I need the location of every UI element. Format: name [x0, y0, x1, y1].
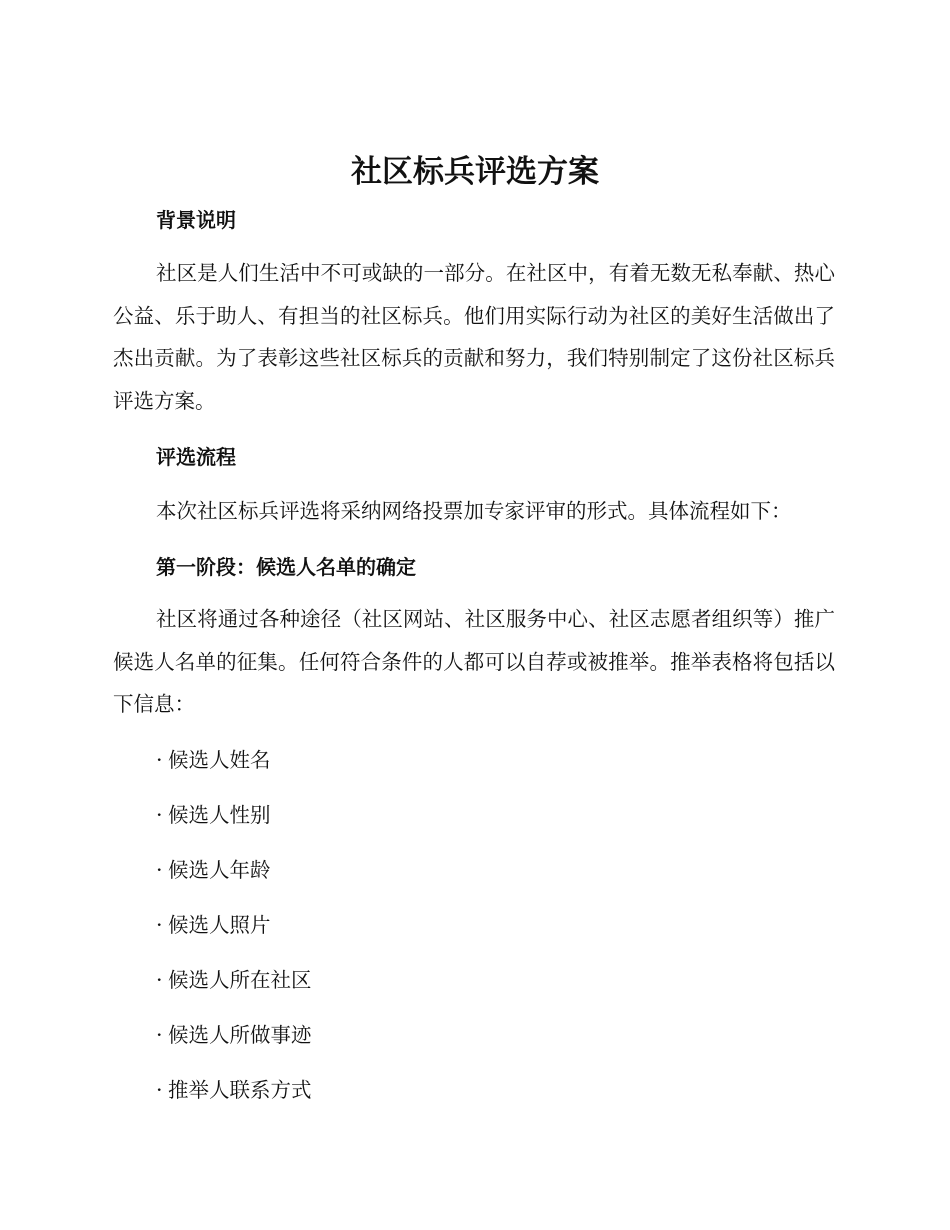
list-item-label: 候选人照片 [168, 913, 271, 937]
bullet-icon: · [156, 858, 163, 882]
paragraph-stage1: 社区将通过各种途径（社区网站、社区服务中心、社区志愿者组织等）推广候选人名单的征集。任何符合条件的人都可以自荐或被推举。推举表格将包括以下信息： [113, 607, 835, 716]
list-item [156, 796, 312, 851]
paragraph-process-intro: 本次社区标兵评选将采纳网络投票加专家评审的形式。具体流程如下： [156, 499, 792, 523]
list-item-label: 推举人联系方式 [168, 1078, 312, 1102]
bullet-icon: · [156, 1023, 163, 1047]
bullet-icon: · [156, 803, 163, 827]
list-item-label: 候选人所在社区 [168, 968, 312, 992]
document-title: 社区标兵评选方案 [351, 154, 599, 190]
section-heading-background: 背景说明 [156, 208, 236, 232]
list-item-label: 候选人性别 [168, 803, 271, 827]
list-item [156, 851, 312, 906]
list-item [156, 741, 312, 796]
bullet-icon: · [156, 913, 163, 937]
section-heading-stage1: 第一阶段：候选人名单的确定 [156, 555, 416, 579]
list-item [156, 961, 312, 1016]
bullet-icon: · [156, 1078, 163, 1102]
section-heading-process: 评选流程 [156, 445, 236, 469]
paragraph-background: 社区是人们生活中不可或缺的一部分。在社区中，有着无数无私奉献、热心公益、乐于助人、有担当的社区标兵。他们用实际行动为社区的美好生活做出了杰出贡献。为了表彰这些社区标兵的贡献和努力，我们特别制定了这份社区标兵评选方案。 [113, 261, 835, 413]
list-item-label: 候选人年龄 [168, 858, 271, 882]
list-item-label: 候选人姓名 [168, 748, 271, 772]
list-item [156, 1016, 312, 1071]
list-item [156, 906, 312, 961]
list-item [156, 1071, 312, 1126]
bullet-icon: · [156, 748, 163, 772]
list-item-label: 候选人所做事迹 [168, 1023, 312, 1047]
candidate-info-list [156, 741, 312, 1126]
bullet-icon: · [156, 968, 163, 992]
